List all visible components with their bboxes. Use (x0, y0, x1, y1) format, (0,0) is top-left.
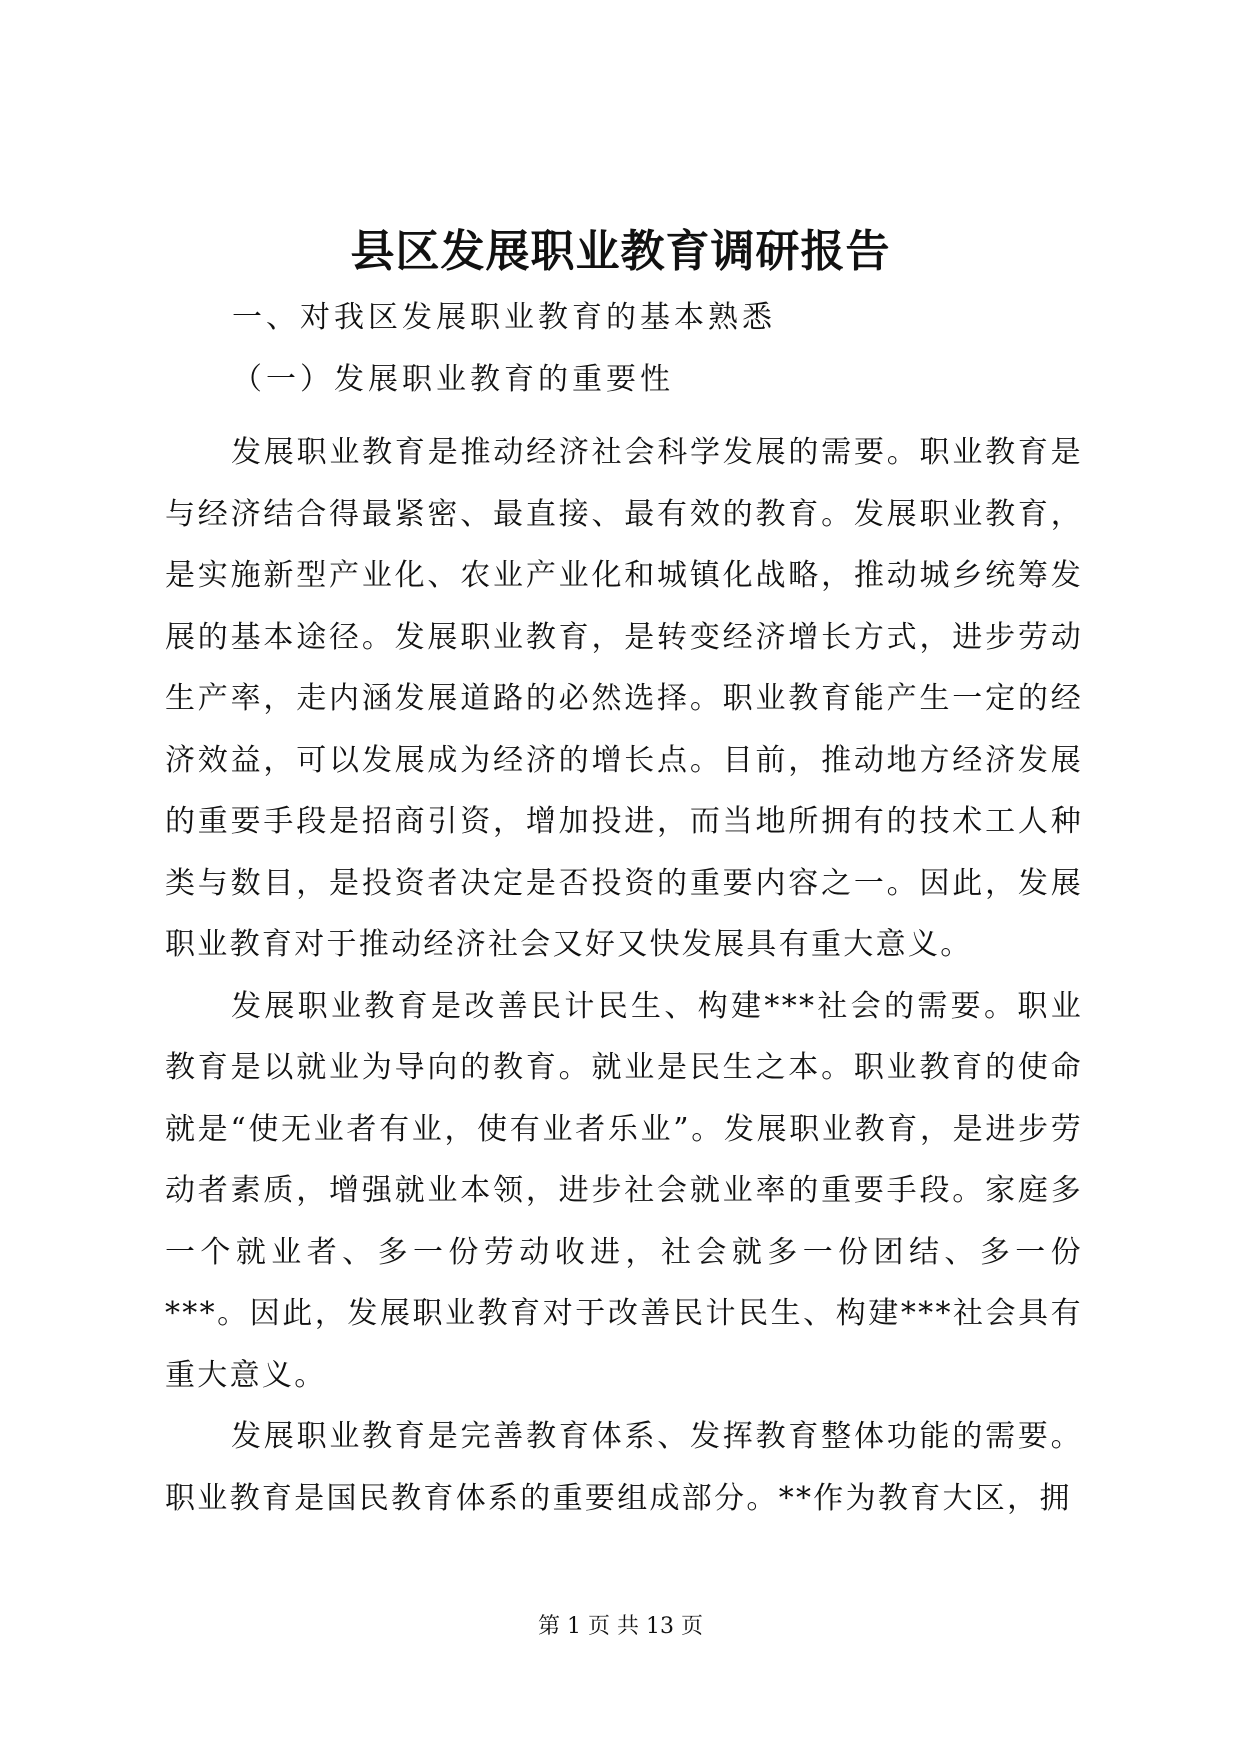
subsection-heading: （一）发展职业教育的重要性 (232, 362, 674, 397)
document-title: 县区发展职业教育调研报告 (350, 226, 891, 277)
body-paragraph: 发展职业教育是推动经济社会科学发展的需要。职业教育是与经济结合得最紧密、最直接、最有效的教育。发展职业教育，是实施新型产业化、农业产业化和城镇化战略，推动城乡统筹发展的基本途径。发展职业教育，是转变经济增长方式，进步劳动生产率，走内涵发展道路的必然选择。职业教育能产生一定的经济效益，可以发展成为经济的增长点。目前，推动地方经济发展的重要手段是招商引资，增加投进，而当地所拥有的技术工人种类与数目，是投资者决定是否投资的重要内容之一。因此，发展职业教育对于推动经济社会又好又快发展具有重大意义。 (165, 435, 1083, 962)
section-heading: 一、对我区发展职业教育的基本熟悉 (232, 300, 776, 335)
body-paragraph: 发展职业教育是改善民计民生、构建***社会的需要。职业教育是以就业为导向的教育。就业是民生之本。职业教育的使命就是“使无业者有业，使有业者乐业”。发展职业教育，是进步劳动者素质，增强就业本领，进步社会就业率的重要手段。家庭多一个就业者、多一份劳动收进，社会就多一份团结、多一份***。因此，发展职业教育对于改善民计民生、构建***社会具有重大意义。 (165, 988, 1083, 1393)
document-body (165, 422, 1083, 1529)
page-number-footer: 第 1 页 共 13 页 (538, 1614, 703, 1639)
body-paragraph: 发展职业教育是完善教育体系、发挥教育整体功能的需要。职业教育是国民教育体系的重要组成部分。**作为教育大区，拥 (165, 1419, 1083, 1516)
